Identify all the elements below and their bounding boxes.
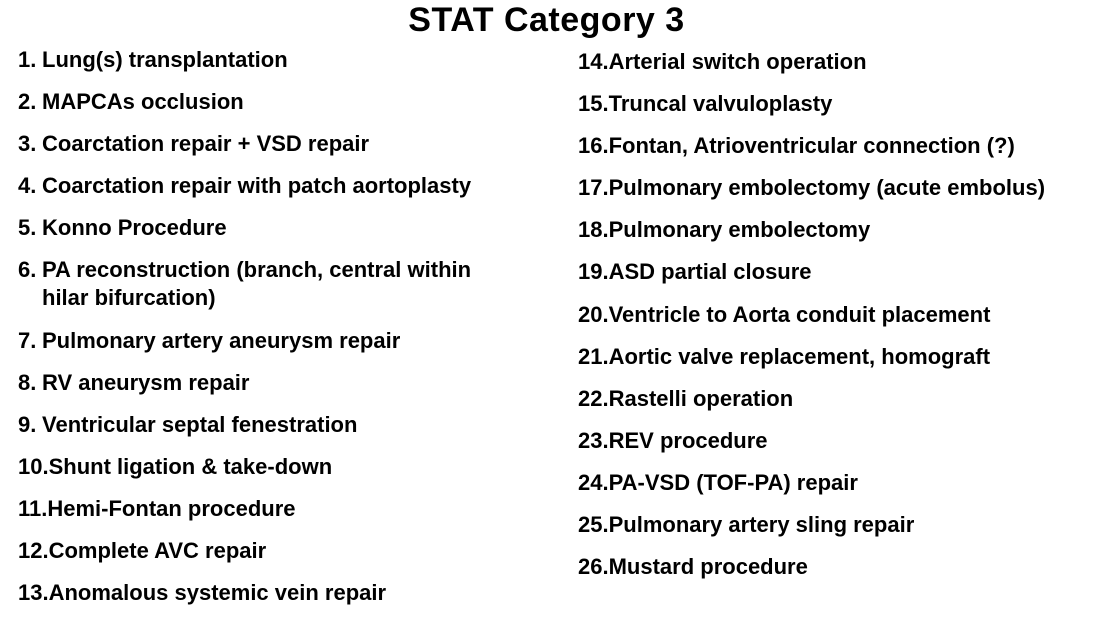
list-item <box>18 369 563 397</box>
item-text: Pulmonary artery sling repair <box>608 512 915 538</box>
item-number: 26. <box>578 554 609 580</box>
item-number: 19. <box>578 259 609 285</box>
item-number: 20. <box>578 301 609 327</box>
list-item <box>578 385 1088 413</box>
item-text: Pulmonary embolectomy (acute embolus) <box>608 175 1046 201</box>
item-text: Arterial switch operation <box>608 49 867 74</box>
item-number: 23. <box>578 427 609 453</box>
item-number: 5. <box>18 215 37 240</box>
list-item <box>578 216 1088 244</box>
item-text: Hemi-Fontan procedure <box>47 496 296 521</box>
list-item <box>578 553 1088 581</box>
list-item <box>18 537 563 565</box>
list-item <box>18 130 563 158</box>
item-number: 24. <box>578 469 609 495</box>
list-item <box>578 343 1088 371</box>
list-item <box>578 90 1088 118</box>
item-text: Fontan, Atrioventricular connection (?) <box>608 133 1015 159</box>
item-number: 21. <box>578 343 609 369</box>
item-number: 9. <box>18 412 37 437</box>
list-item <box>18 88 563 116</box>
list-item <box>18 579 563 607</box>
item-text: Pulmonary artery aneurysm repair <box>42 328 401 353</box>
item-number: 11. <box>18 496 48 521</box>
item-number: 25. <box>578 512 609 538</box>
list-item <box>578 48 1088 76</box>
item-number: 4. <box>18 173 37 198</box>
item-text: Anomalous systemic vein repair <box>48 580 387 605</box>
item-number: 13. <box>18 580 49 605</box>
list-item <box>578 258 1088 286</box>
list-item <box>18 495 563 523</box>
list-item <box>18 411 563 439</box>
item-number: 3. <box>18 131 37 156</box>
list-item <box>578 427 1088 455</box>
item-number: 18. <box>578 217 609 243</box>
item-text: RV aneurysm repair <box>42 370 250 395</box>
list-item <box>578 511 1088 539</box>
item-number: 16. <box>578 133 609 159</box>
list-item <box>18 172 563 200</box>
item-text: Lung(s) transplantation <box>42 47 288 72</box>
item-text: Aortic valve replacement, homograft <box>608 343 991 369</box>
procedure-list-left <box>18 46 563 621</box>
item-text: Ventricular septal fenestration <box>42 412 358 437</box>
list-item <box>578 301 1088 329</box>
item-text: Complete AVC repair <box>48 538 267 563</box>
slide-title: STAT Category 3 <box>408 1 685 39</box>
list-item <box>578 469 1088 497</box>
item-number: 7. <box>18 328 37 353</box>
item-number: 22. <box>578 385 609 411</box>
item-text: PA-VSD (TOF-PA) repair <box>608 469 858 495</box>
item-text: Coarctation repair with patch aortoplasty <box>42 173 472 198</box>
item-text: Mustard procedure <box>608 554 808 580</box>
item-text: Coarctation repair + VSD repair <box>42 131 370 156</box>
list-item <box>18 327 563 355</box>
list-item <box>18 214 563 242</box>
procedure-list-right <box>578 48 1088 595</box>
list-item <box>18 453 563 481</box>
item-text: Konno Procedure <box>42 215 227 240</box>
item-number: 8. <box>18 370 37 395</box>
list-item <box>18 46 563 74</box>
item-text: Rastelli operation <box>608 385 794 411</box>
item-number: 2. <box>18 89 37 114</box>
item-text: ASD partial closure <box>608 259 812 285</box>
item-number: 12. <box>18 538 49 563</box>
item-number: 6. <box>18 257 37 282</box>
item-text: Ventricle to Aorta conduit placement <box>608 301 991 327</box>
item-number: 15. <box>578 91 609 117</box>
list-item <box>18 256 563 312</box>
item-number: 1. <box>18 47 37 72</box>
item-text: PA reconstruction (branch, central within hilar bifurcation) <box>42 257 472 310</box>
item-text: Shunt ligation & take-down <box>48 454 333 479</box>
item-number: 10. <box>18 454 49 479</box>
list-item <box>578 132 1088 160</box>
item-number: 17. <box>578 175 609 201</box>
item-text: REV procedure <box>608 427 768 453</box>
list-item <box>578 174 1088 202</box>
item-text: Pulmonary embolectomy <box>608 217 871 243</box>
item-text: MAPCAs occlusion <box>42 89 244 114</box>
item-number: 14. <box>578 49 609 74</box>
item-text: Truncal valvuloplasty <box>608 91 833 117</box>
